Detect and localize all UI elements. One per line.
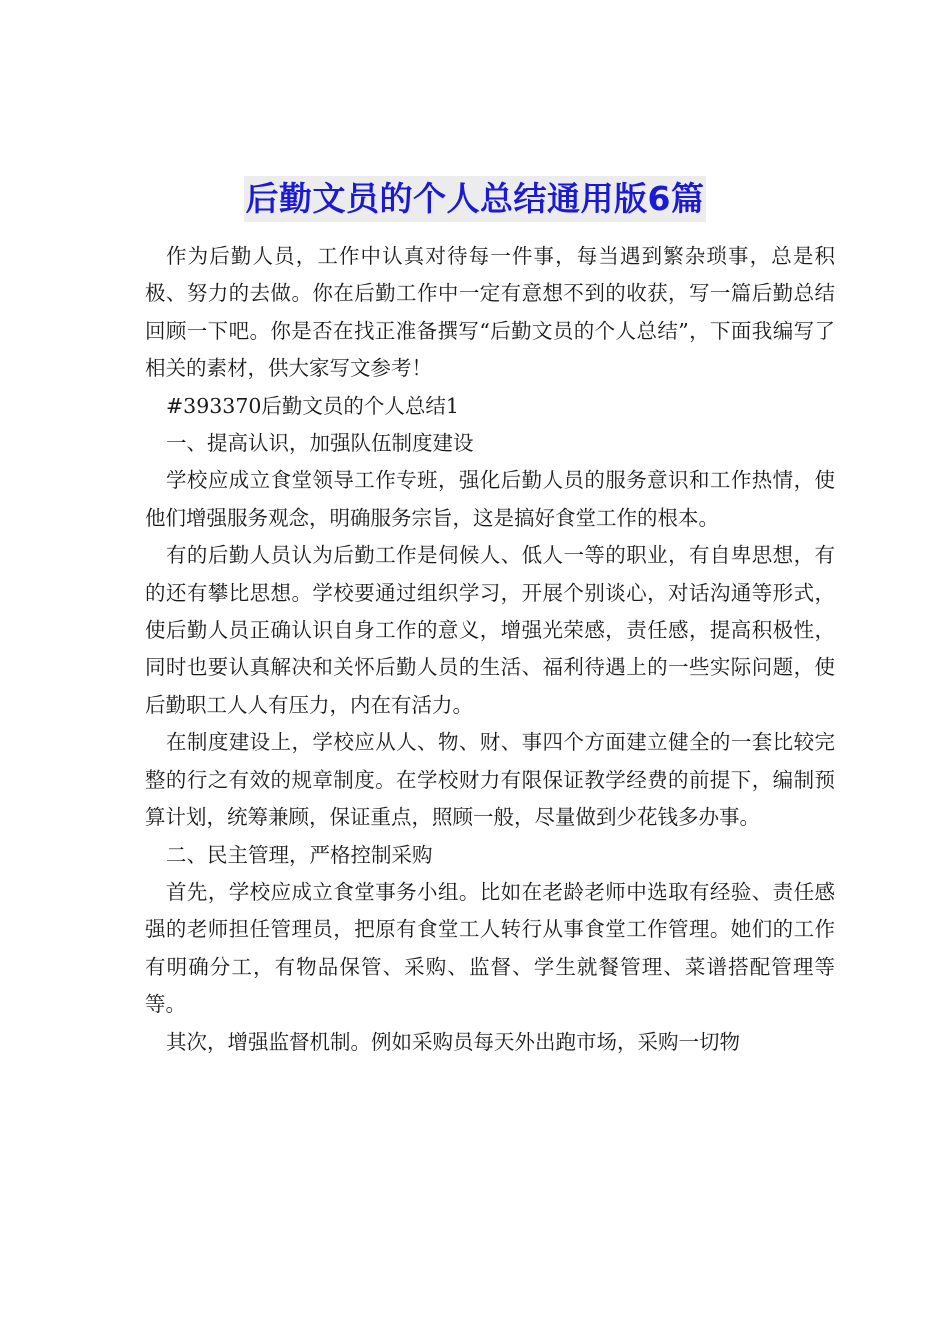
document-body — [145, 238, 835, 1061]
document-title: 后勤文员的个人总结通用版6篇 — [244, 176, 707, 222]
paragraph: 学校应成立食堂领导工作专班，强化后勤人员的服务意识和工作热情，使他们增强服务观念，明确服务宗旨，这是搞好食堂工作的根本。 — [145, 468, 835, 530]
paragraph: 首先，学校应成立食堂事务小组。比如在老龄老师中选取有经验、责任感强的老师担任管理员，把原有食堂工人转行从事食堂工作管理。她们的工作有明确分工，有物品保管、采购、监督、学生就餐管理、菜谱搭配管理等等。 — [145, 879, 835, 1017]
paragraph: 有的后勤人员认为后勤工作是伺候人、低人一等的职业，有自卑思想，有的还有攀比思想。学校要通过组织学习，开展个别谈心，对话沟通等形式，使后勤人员正确认识自身工作的意义，增强光荣感，责任感，提高积极性，同时也要认真解决和关怀后勤人员的生活、福利待遇上的一些实际问题，使后勤职工人人有压力，内在有活力。 — [145, 543, 835, 717]
paragraph-section-heading: #393370后勤文员的个人总结1 — [166, 393, 459, 418]
paragraph: 在制度建设上，学校应从人、物、财、事四个方面建立健全的一套比较完整的行之有效的规章制度。在学校财力有限保证教学经费的前提下，编制预算计划，统筹兼顾，保证重点，照顾一般，尽量做到少花钱多办事。 — [145, 730, 835, 830]
paragraph: 其次，增强监督机制。例如采购员每天外出跑市场，采购一切物 — [166, 1029, 740, 1054]
paragraph-intro: 作为后勤人员，工作中认真对待每一件事，每当遇到繁杂琐事，总是积极、努力的去做。你在后勤工作中一定有意想不到的收获，写一篇后勤总结回顾一下吧。你是否在找正准备撰写“后勤文员的个人总结”，下面我编写了相关的素材，供大家写文参考！ — [145, 244, 835, 381]
paragraph-heading-one: 一、提高认识，加强队伍制度建设 — [166, 431, 474, 456]
title-container — [0, 176, 950, 222]
paragraph-heading-two: 二、民主管理，严格控制采购 — [166, 842, 433, 867]
